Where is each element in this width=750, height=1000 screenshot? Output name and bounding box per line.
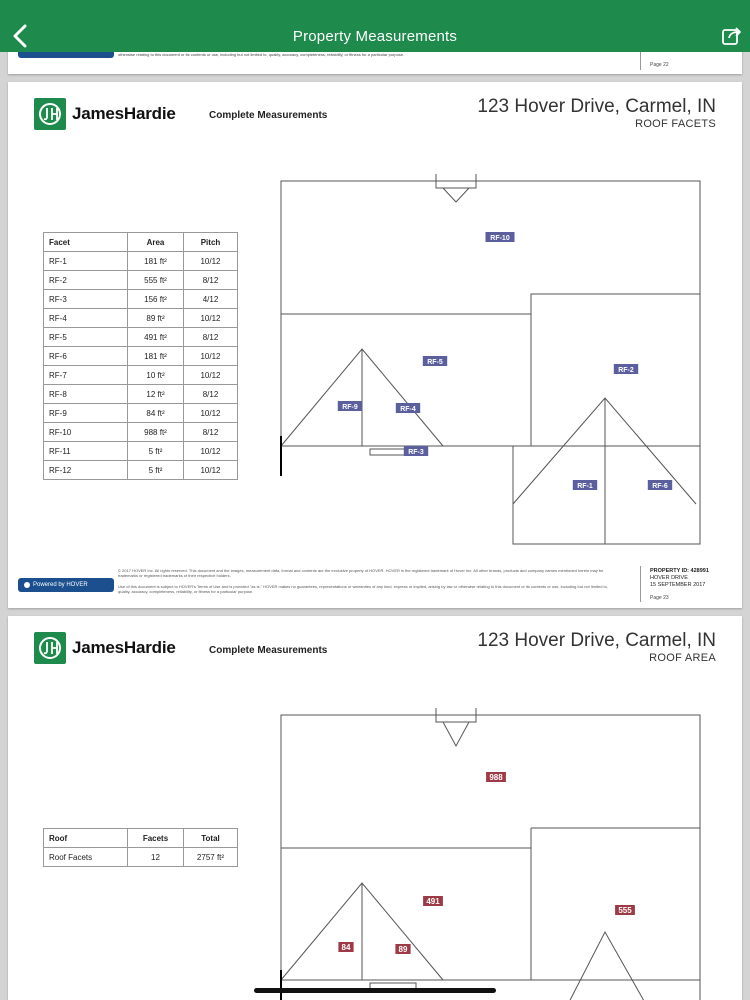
svg-text:988: 988 xyxy=(489,773,503,782)
facets-table xyxy=(43,232,238,480)
facet-label xyxy=(614,364,638,374)
brand-name: JamesHardie xyxy=(72,638,176,657)
table-cell: 8/12 xyxy=(184,423,238,442)
roof-area-table-body xyxy=(44,848,238,867)
facet-label xyxy=(573,480,597,490)
table-cell: 8/12 xyxy=(184,271,238,290)
property-id: PROPERTY ID: 428991 xyxy=(650,568,709,574)
table-row xyxy=(44,404,238,423)
area-label xyxy=(395,944,410,954)
facet-label xyxy=(396,403,420,413)
table-row xyxy=(44,442,238,461)
table-header-row xyxy=(44,829,238,848)
table-cell: 10/12 xyxy=(184,309,238,328)
roof-line xyxy=(513,294,700,544)
table-cell: 8/12 xyxy=(184,328,238,347)
svg-text:555: 555 xyxy=(618,906,632,915)
roof-area-table xyxy=(43,828,238,867)
property-date: 15 SEPTEMBER 2017 xyxy=(650,582,706,588)
table-cell: 491 ft² xyxy=(128,328,184,347)
facet-label xyxy=(404,446,428,456)
page-title: Property Measurements xyxy=(292,28,458,45)
table-cell: 4/12 xyxy=(184,290,238,309)
table-cell: 10 ft² xyxy=(128,366,184,385)
table-cell: RF-9 xyxy=(44,404,128,423)
property-address: 123 Hover Drive, Carmel, IN xyxy=(477,630,716,651)
chimney-ridge xyxy=(443,188,469,202)
table-cell: 10/12 xyxy=(184,461,238,480)
svg-text:RF-5: RF-5 xyxy=(427,359,443,366)
table-cell: 10/12 xyxy=(184,442,238,461)
powered-by-text: Powered by HOVER xyxy=(33,582,88,588)
table-cell: 10/12 xyxy=(184,347,238,366)
jameshardie-logo xyxy=(34,632,176,664)
column-header: Roof xyxy=(44,829,128,848)
table-row xyxy=(44,366,238,385)
svg-text:491: 491 xyxy=(426,897,440,906)
column-header: Area xyxy=(128,233,184,252)
table-cell: 5 ft² xyxy=(128,461,184,480)
jameshardie-logo-icon xyxy=(34,98,66,130)
table-row xyxy=(44,347,238,366)
facet-label xyxy=(648,480,672,490)
facet-labels xyxy=(338,232,672,490)
svg-text:RF-3: RF-3 xyxy=(408,449,424,456)
table-cell: 555 ft² xyxy=(128,271,184,290)
table-cell: 12 xyxy=(128,848,184,867)
table-cell: RF-4 xyxy=(44,309,128,328)
facet-label xyxy=(423,356,447,366)
column-header: Facets xyxy=(128,829,184,848)
table-row xyxy=(44,385,238,404)
table-row xyxy=(44,461,238,480)
table-cell: RF-11 xyxy=(44,442,128,461)
property-street: HOVER DRIVE xyxy=(650,575,688,581)
table-cell: 12 ft² xyxy=(128,385,184,404)
jameshardie-logo-icon xyxy=(34,632,66,664)
roof-area-diagram xyxy=(278,708,708,1000)
document-page-roof-facets xyxy=(8,82,742,608)
property-address: 123 Hover Drive, Carmel, IN xyxy=(477,96,716,117)
facet-label xyxy=(338,401,362,411)
table-cell: RF-10 xyxy=(44,423,128,442)
table-header-row xyxy=(44,233,238,252)
table-cell: 988 ft² xyxy=(128,423,184,442)
svg-text:RF-2: RF-2 xyxy=(618,367,634,374)
area-label xyxy=(615,905,635,915)
home-indicator[interactable] xyxy=(254,988,496,993)
document-page-roof-area xyxy=(8,616,742,1000)
footer-terms: Use of this document is subject to HOVER's Terms of Use and is provided "as is." HOVER makes no guarantees, representations or warranties of any kind, express or implied, arising by law or otherwise relating to this document or its contents or use, including but not limited to, quality, accuracy, completeness, reliability, or fitness for a particular purpose. xyxy=(118,584,608,594)
page-number: Page 22 xyxy=(650,62,669,68)
table-cell: RF-8 xyxy=(44,385,128,404)
table-row xyxy=(44,423,238,442)
roof-facets-diagram xyxy=(278,174,708,554)
table-cell: 8/12 xyxy=(184,385,238,404)
hover-logo-icon xyxy=(24,582,30,588)
brand-name: JamesHardie xyxy=(72,104,176,123)
document-subtitle: Complete Measurements xyxy=(209,110,328,121)
table-cell: RF-2 xyxy=(44,271,128,290)
roof-line xyxy=(566,932,648,1000)
table-cell: RF-5 xyxy=(44,328,128,347)
share-icon[interactable] xyxy=(720,24,744,48)
table-cell: Roof Facets xyxy=(44,848,128,867)
table-row xyxy=(44,309,238,328)
table-row xyxy=(44,848,238,867)
document-subtitle: Complete Measurements xyxy=(209,645,328,656)
svg-text:RF-6: RF-6 xyxy=(652,483,668,490)
svg-text:RF-10: RF-10 xyxy=(490,235,510,242)
chimney-ridge xyxy=(443,722,469,746)
table-cell: 156 ft² xyxy=(128,290,184,309)
area-label xyxy=(423,896,443,906)
table-cell: RF-3 xyxy=(44,290,128,309)
facets-table-body xyxy=(44,252,238,480)
table-cell: RF-1 xyxy=(44,252,128,271)
table-cell: RF-6 xyxy=(44,347,128,366)
footer-divider xyxy=(640,566,641,602)
table-row xyxy=(44,290,238,309)
column-header: Pitch xyxy=(184,233,238,252)
table-row xyxy=(44,271,238,290)
area-labels xyxy=(338,772,635,954)
table-row xyxy=(44,328,238,347)
table-cell: 181 ft² xyxy=(128,252,184,271)
table-cell: 10/12 xyxy=(184,366,238,385)
table-row xyxy=(44,252,238,271)
svg-text:RF-1: RF-1 xyxy=(577,483,593,490)
svg-text:89: 89 xyxy=(398,945,408,954)
svg-text:RF-4: RF-4 xyxy=(400,406,416,413)
table-cell: 181 ft² xyxy=(128,347,184,366)
table-cell: RF-7 xyxy=(44,366,128,385)
section-label: ROOF FACETS xyxy=(635,118,716,130)
area-label xyxy=(338,942,353,952)
table-cell: 10/12 xyxy=(184,404,238,423)
svg-text:84: 84 xyxy=(341,943,351,952)
footer-terms-partial: otherwise relating to this document or its contents or use, including but not limited to, quality, accuracy, completeness, reliability, or fitness for a particular purpose. xyxy=(118,52,405,57)
page-number: Page 23 xyxy=(650,595,669,601)
area-label xyxy=(486,772,506,782)
table-cell: 5 ft² xyxy=(128,442,184,461)
table-cell: 89 ft² xyxy=(128,309,184,328)
app-header xyxy=(0,0,750,52)
facet-label xyxy=(486,232,515,242)
table-cell: RF-12 xyxy=(44,461,128,480)
table-cell: 2757 ft² xyxy=(184,848,238,867)
jameshardie-logo xyxy=(34,98,176,130)
column-header: Total xyxy=(184,829,238,848)
section-label: ROOF AREA xyxy=(649,652,716,664)
table-cell: 84 ft² xyxy=(128,404,184,423)
powered-by-hover-badge xyxy=(18,578,114,592)
svg-text:RF-9: RF-9 xyxy=(342,404,358,411)
footer-copyright: © 2017 HOVER Inc. All rights reserved. This document and the images, measurement data, format and contents are the exclusive property of HOVER. HOVER is the registered trademark of Hover Inc. All other brands, products and company names mentioned herein may be trademarks or registered trademarks of their respective holders. xyxy=(118,568,604,578)
column-header: Facet xyxy=(44,233,128,252)
table-cell: 10/12 xyxy=(184,252,238,271)
